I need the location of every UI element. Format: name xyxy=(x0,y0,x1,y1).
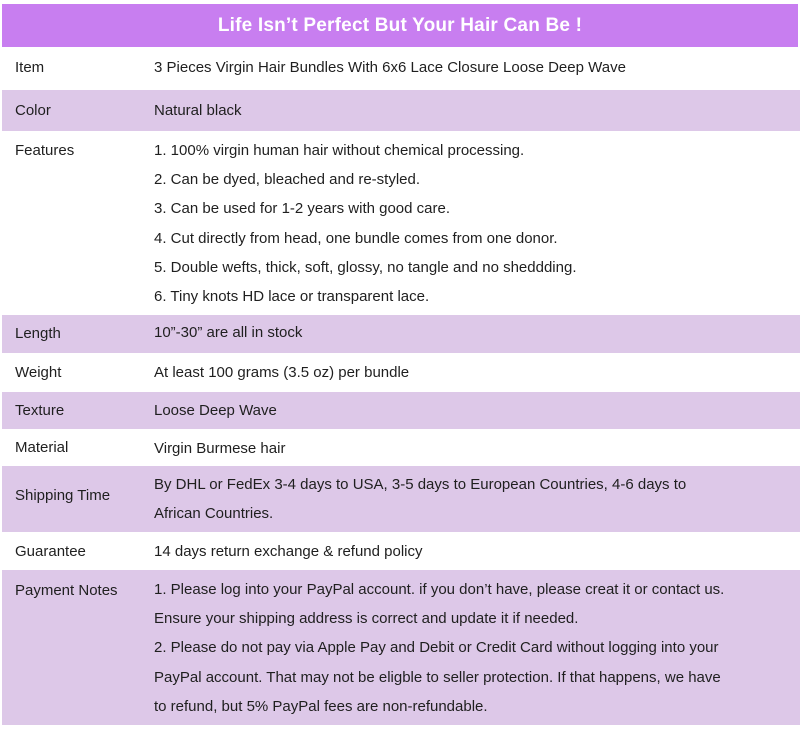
row-label: Length xyxy=(15,325,61,342)
row-item xyxy=(2,47,800,89)
row-value: Loose Deep Wave xyxy=(154,402,277,419)
row-label: Features xyxy=(15,142,75,159)
shipping-line: African Countries. xyxy=(154,505,274,522)
row-value: 10”-30” are all in stock xyxy=(154,324,303,341)
row-value: 3 Pieces Virgin Hair Bundles With 6x6 Lace Closure Loose Deep Wave xyxy=(154,59,626,76)
row-value: 14 days return exchange & refund policy xyxy=(154,543,423,560)
row-value: Natural black xyxy=(154,102,242,119)
row-value: Virgin Burmese hair xyxy=(154,440,286,457)
feature-item: 5. Double wefts, thick, soft, glossy, no tangle and no sheddding. xyxy=(154,258,577,276)
feature-item: 6. Tiny knots HD lace or transparent lace. xyxy=(154,288,430,306)
payment-note-line: PayPal account. That may not be eligble to seller protection. If that happens, we have xyxy=(154,668,721,686)
row-label: Shipping Time xyxy=(15,487,111,504)
row-features xyxy=(2,132,800,315)
row-label: Color xyxy=(15,102,51,119)
feature-item: 4. Cut directly from head, one bundle comes from one donor. xyxy=(154,229,558,247)
row-label: Item xyxy=(15,59,45,76)
row-label: Weight xyxy=(15,364,62,381)
row-length xyxy=(2,315,800,353)
row-label: Texture xyxy=(15,402,65,419)
feature-item: 1. 100% virgin human hair without chemical processing. xyxy=(154,142,525,159)
row-material xyxy=(2,430,800,466)
row-color xyxy=(2,90,800,131)
row-label: Guarantee xyxy=(15,543,86,560)
banner-title: Life Isn’t Perfect But Your Hair Can Be ! xyxy=(2,4,798,47)
row-label: Material xyxy=(15,439,69,456)
payment-note-line: 1. Please log into your PayPal account. if you don’t have, please creat it or contact us. xyxy=(154,581,725,598)
row-payment-notes xyxy=(2,570,800,725)
payment-note-line: Ensure your shipping address is correct and update it if needed. xyxy=(154,610,579,628)
shipping-line: By DHL or FedEx 3-4 days to USA, 3-5 days to European Countries, 4-6 days to xyxy=(154,476,687,493)
row-texture xyxy=(2,392,800,429)
payment-note-line: to refund, but 5% PayPal fees are non-refundable. xyxy=(154,697,488,715)
row-label: Payment Notes xyxy=(15,582,118,599)
row-shipping-time xyxy=(2,466,800,532)
feature-item: 3. Can be used for 1-2 years with good care. xyxy=(154,200,451,218)
shipping-lines xyxy=(154,470,794,528)
feature-item: 2. Can be dyed, bleached and re-styled. xyxy=(154,171,421,189)
row-value: At least 100 grams (3.5 oz) per bundle xyxy=(154,364,410,381)
payment-notes-lines xyxy=(154,575,794,721)
row-weight xyxy=(2,354,800,392)
row-guarantee xyxy=(2,533,800,570)
features-list xyxy=(154,136,794,311)
payment-note-line: 2. Please do not pay via Apple Pay and Debit or Credit Card without logging into your xyxy=(154,639,719,657)
